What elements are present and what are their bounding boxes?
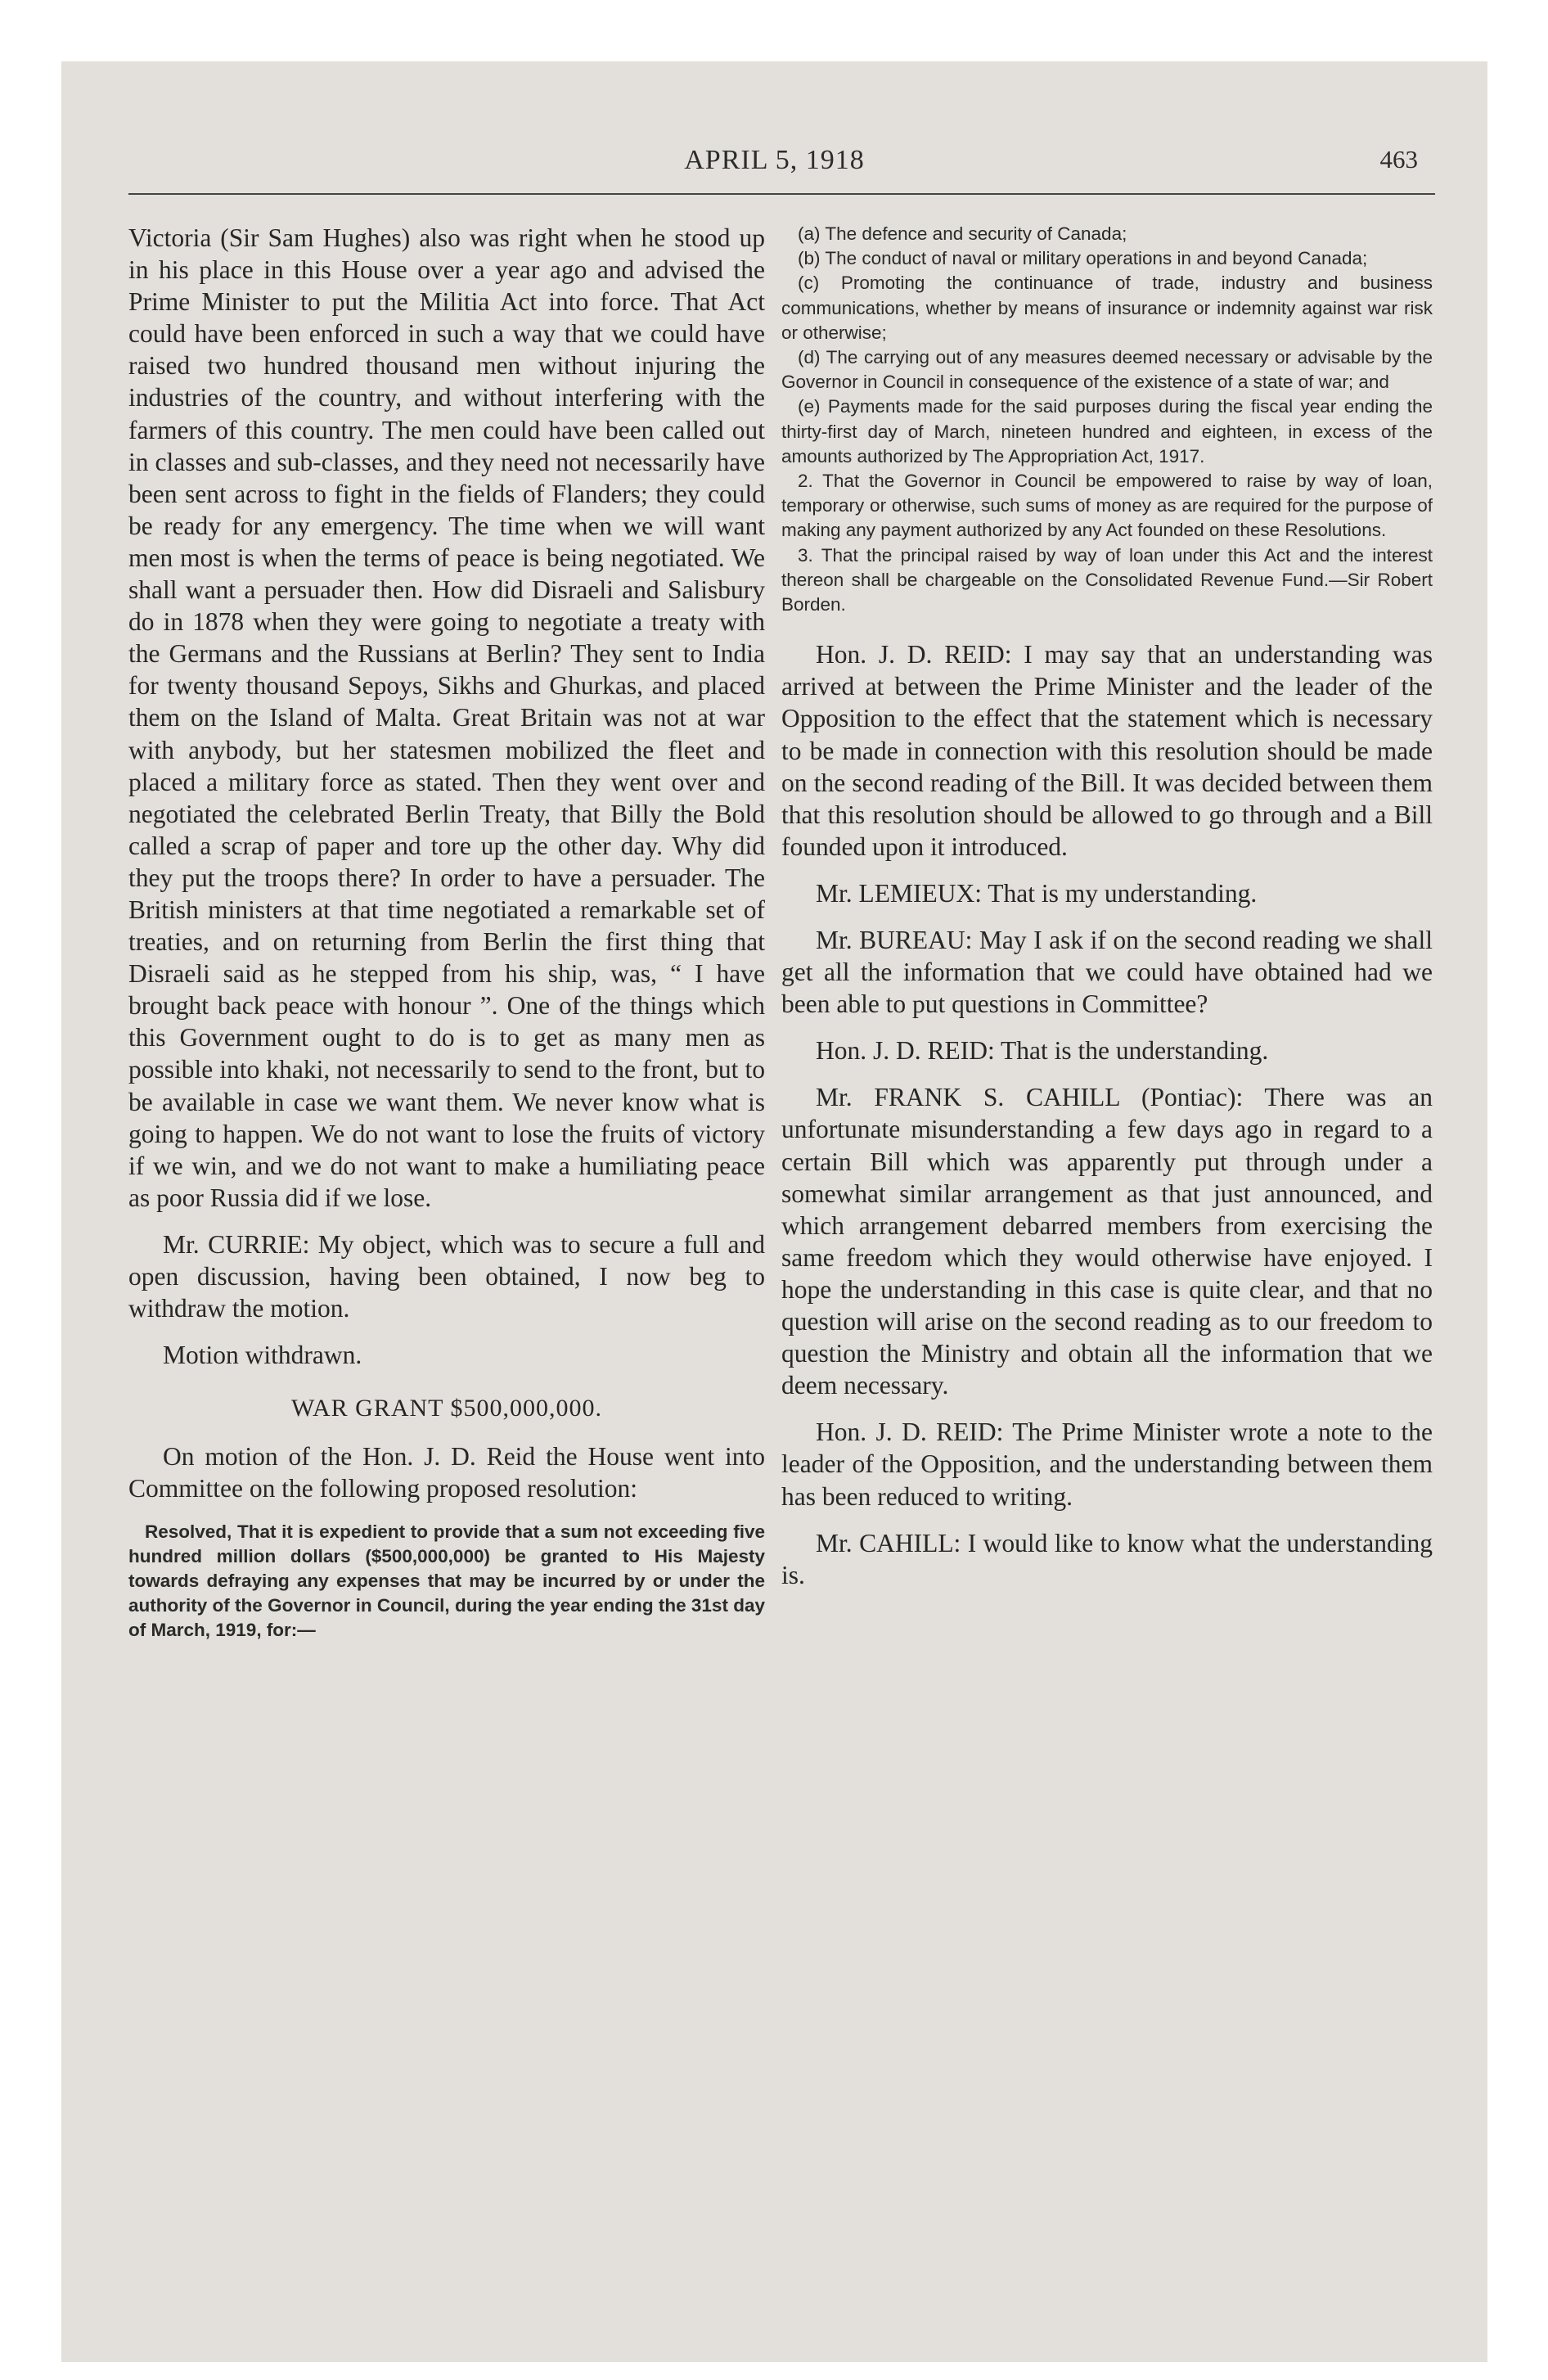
speech-cahill-2: Mr. CAHILL: I would like to know what the understanding is.	[781, 1528, 1433, 1589]
header-rule	[128, 193, 1435, 195]
committee-motion: On motion of the Hon. J. D. Reid the House went into Committee on the following proposed resolution:	[128, 1442, 765, 1503]
resolution-items	[781, 222, 1433, 617]
resolution-text: Resolved, That it is expedient to provide that a sum not exceeding five hundred million dollars ($500,000,000) be granted to His Majesty towards defraying any expenses that may be incurred by or under the authority of the Governor in Council, during the year ending the 31st day of March, 1919, for:—	[128, 1521, 765, 1641]
resolution-item-b: (b) The conduct of naval or military operations in and beyond Canada;	[798, 248, 1368, 269]
scanned-page	[61, 61, 1487, 2362]
speech-reid-2: Hon. J. D. REID: That is the understanding.	[816, 1036, 1269, 1066]
page-number: 463	[1379, 145, 1418, 174]
resolution-item-d: (d) The carrying out of any measures deemed necessary or advisable by the Governor in Council in consequence of the existence of a state of war; and	[781, 347, 1433, 393]
speech-paragraph: Victoria (Sir Sam Hughes) also was right when he stood up in his place in this House over a year ago and advised the Prime Minister to put the Militia Act into force. That Act could have been enforced in such a way that we could have raised two hundred thousand men without injuring the industries of the country, and without interfering with the farmers of this country. The men could have been called out in classes and sub-classes, and they need not necessarily have been sent across to fight in the fields of Flanders; they could be ready for any emergency. The time when we will want men most is when the terms of peace is being negotiated. We shall want a persuader then. How did Disraeli and Salisbury do in 1878 when they were going to negotiate a treaty with the Germans and the Russians at Berlin? They sent to India for twenty thousand Sepoys, Sikhs and Ghurkas, and placed them on the Island of Malta. Great Britain was not at war with anybody, but her statesmen mobilized the fleet and placed a military force as stated. Then they went over and negotiated the celebrated Berlin Treaty, that Billy the Bold called a scrap of paper and tore up the other day. Why did they put the troops there? In order to have a persuader. The British ministers at that time negotiated a remarkable set of treaties, and on returning from Berlin the first thing that Disraeli said as he stepped from his ship, was, “ I have brought back peace with honour ”. One of the things which this Government ought to do is to get as many men as possible into khaki, not necessarily to send to the front, but to be available in case we want them. We never know what is going to happen. We do not want to lose the fruits of victory if we win, and we do not want to make a humiliating peace as poor Russia did if we lose.	[128, 223, 765, 1212]
resolution-item-2: 2. That the Governor in Council be empowered to raise by way of loan, temporary or otherwise, such sums of money as are required for the purpose of making any payment authorized by any Act founded on these Resolutions.	[781, 471, 1433, 541]
header-date: APRIL 5, 1918	[684, 145, 865, 175]
resolution-item-c: (c) Promoting the continuance of trade, industry and business communications, whether by means of insurance or indemnity against war risk or otherwise;	[781, 273, 1433, 343]
resolution-item-e: (e) Payments made for the said purposes during the fiscal year ending the thirty-first day of March, nineteen hundred and eighteen, in excess of the amounts authorized by The Appropriation Act, 1917.	[781, 396, 1433, 467]
speech-lemieux: Mr. LEMIEUX: That is my understanding.	[816, 878, 1258, 908]
speech-reid-1: Hon. J. D. REID: I may say that an understanding was arrived at between the Prime Minister and the leader of the Opposition to the effect that the statement which is necessary to be made in connection with this resolution should be made on the second reading of the Bill. It was decided between them that this resolution should be allowed to go through and a Bill founded upon it introduced.	[781, 640, 1433, 861]
resolution-item-a: (a) The defence and security of Canada;	[798, 223, 1127, 244]
speech-bureau: Mr. BUREAU: May I ask if on the second reading we shall get all the information that we could have obtained had we been able to put questions in Committee?	[781, 926, 1433, 1019]
motion-withdrawn: Motion withdrawn.	[163, 1341, 362, 1370]
resolution-block	[128, 1520, 765, 1643]
speech-cahill-1: Mr. FRANK S. CAHILL (Pontiac): There was an unfortunate misunderstanding a few days ago in regard to a certain Bill which was apparently put through under a somewhat similar arrangement as that just announced, and which arrangement debarred members from exercising the same freedom which they would otherwise have enjoyed. I hope the understanding in this case is quite clear, and that no question will arise on the second reading as to our freedom to question the Ministry and obtain all the information that we deem necessary.	[781, 1083, 1433, 1400]
speech-currie: Mr. CURRIE: My object, which was to secure a full and open discussion, having been obtained, I now beg to withdraw the motion.	[128, 1229, 765, 1323]
resolution-item-3: 3. That the principal raised by way of loan under this Act and the interest thereon shall be chargeable on the Consolidated Revenue Fund.—Sir Robert Borden.	[781, 544, 1433, 615]
right-column	[781, 222, 1433, 1591]
speech-reid-3: Hon. J. D. REID: The Prime Minister wrote a note to the leader of the Opposition, and the understanding between them has been reduced to writing.	[781, 1418, 1433, 1511]
left-column	[128, 222, 765, 1643]
running-header	[61, 145, 1487, 186]
section-heading: WAR GRANT $500,000,000.	[291, 1395, 602, 1422]
